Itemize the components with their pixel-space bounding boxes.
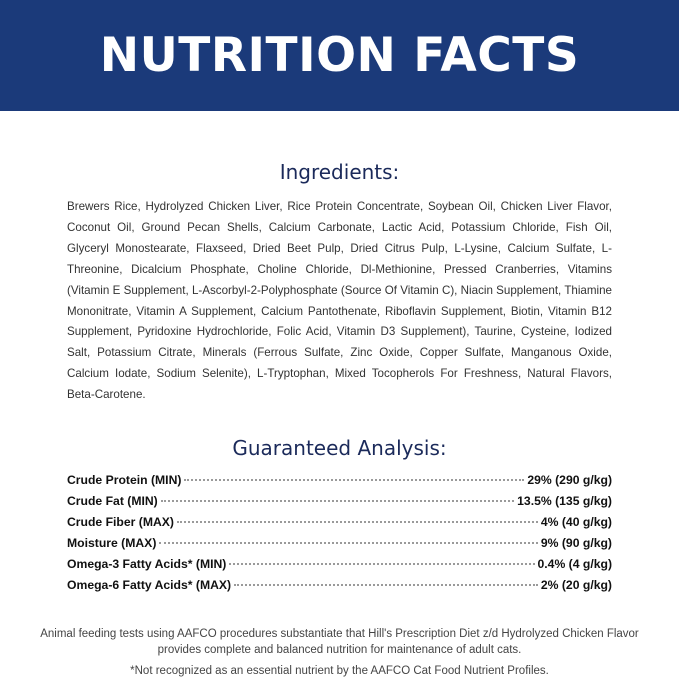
dot-leader xyxy=(229,563,534,565)
header-banner xyxy=(0,0,679,111)
analysis-value: 4% (40 g/kg) xyxy=(540,515,612,530)
dot-leader xyxy=(159,542,538,544)
analysis-row-omega-3 xyxy=(67,557,612,578)
page-title: NUTRITION FACTS xyxy=(99,28,580,83)
analysis-value: 13.5% (135 g/kg) xyxy=(517,494,612,509)
dot-leader xyxy=(184,479,524,481)
analysis-label: Crude Protein (MIN) xyxy=(67,473,182,488)
analysis-row-crude-fat xyxy=(67,494,612,515)
dot-leader xyxy=(234,584,538,586)
analysis-value: 0.4% (4 g/kg) xyxy=(537,557,612,572)
analysis-row-omega-6 xyxy=(67,578,612,599)
analysis-label: Moisture (MAX) xyxy=(67,536,157,551)
analysis-value: 9% (90 g/kg) xyxy=(540,536,612,551)
analysis-label: Omega-6 Fatty Acids* (MAX) xyxy=(67,578,232,593)
analysis-label: Crude Fiber (MAX) xyxy=(67,515,174,530)
asterisk-footnote: *Not recognized as an essential nutrient by the AAFCO Cat Food Nutrient Profiles. xyxy=(130,665,549,678)
ingredients-text: Brewers Rice, Hydrolyzed Chicken Liver, Rice Protein Concentrate, Soybean Oil, Chicken Liver Flavor, Coconut Oil, Ground Pecan Shells, Calcium Carbonate, Lactic Acid, Potassium Chloride, Fish Oil, Glyceryl Monostearate, Flaxseed, Dried Beet Pulp, Dried Citrus Pulp, L-Lysine, Calcium Sulfate, L-Threonine, Dicalcium Phosphate, Choline Chloride, Dl-Methionine, Pressed Cranberries, Vitamins (Vitamin E Supplement, L-Ascorbyl-2-Polyphosphate (Source Of Vitamin C), Niacin Supplement, Thiamine Mononitrate, Vitamin A Supplement, Calcium Pantothenate, Riboflavin Supplement, Biotin, Vitamin B12 Supplement, Pyridoxine Hydrochloride, Folic Acid, Vitamin D3 Supplement), Taurine, Cysteine, Iodized Salt, Potassium Citrate, Minerals (Ferrous Sulfate, Zinc Oxide, Copper Sulfate, Manganous Oxide, Calcium Iodate, Sodium Selenite), L-Tryptophan, Mixed Tocopherols For Freshness, Natural Flavors, Beta-Carotene. xyxy=(67,200,612,402)
guaranteed-analysis-heading: Guaranteed Analysis: xyxy=(232,436,447,461)
dot-leader xyxy=(161,500,514,502)
analysis-value: 2% (20 g/kg) xyxy=(540,578,612,593)
guaranteed-analysis-list xyxy=(67,473,612,599)
analysis-row-moisture xyxy=(67,536,612,557)
analysis-row-crude-fiber xyxy=(67,515,612,536)
analysis-label: Crude Fat (MIN) xyxy=(67,494,158,509)
ingredients-heading: Ingredients: xyxy=(279,160,400,184)
analysis-value: 29% (290 g/kg) xyxy=(527,473,612,488)
dot-leader xyxy=(177,521,538,523)
analysis-row-crude-protein xyxy=(67,473,612,494)
analysis-label: Omega-3 Fatty Acids* (MIN) xyxy=(67,557,227,572)
aafco-statement: Animal feeding tests using AAFCO procedures substantiate that Hill's Prescription Diet z/d Hydrolyzed Chicken Flavor provides complete and balanced nutrition for maintenance of adult cats. xyxy=(40,628,639,657)
